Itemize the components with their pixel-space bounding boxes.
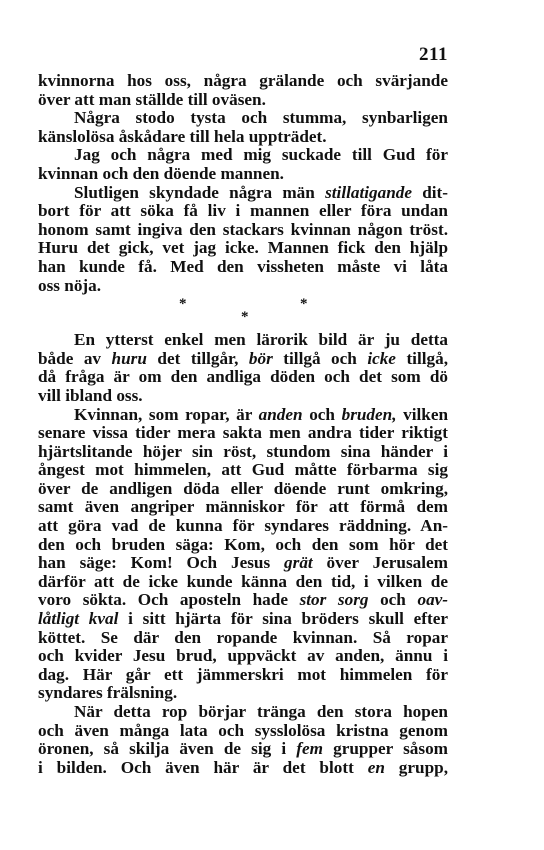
text-line <box>38 202 448 221</box>
italic-text: huru <box>111 348 147 368</box>
text-line <box>38 239 448 258</box>
text-line <box>38 128 448 147</box>
italic-text: stillatigande <box>325 182 412 202</box>
text-line <box>38 443 448 462</box>
text-segment: i bilden. Och även här är det blott <box>38 757 368 777</box>
text-segment: grupper såsom <box>323 739 448 759</box>
text-line <box>38 277 448 296</box>
text-line <box>38 684 448 703</box>
text-segment: han säge: Kom! Och Jesus <box>38 553 285 573</box>
text-segment: känslolösa åskådare till hela uppträdet. <box>38 126 327 146</box>
text-segment: ångest mot himmelen, att Gud måtte förbarma sig <box>38 460 448 480</box>
text-line <box>38 536 448 555</box>
italic-text: bör <box>248 348 273 368</box>
text-segment: och <box>302 404 342 424</box>
text-segment: över Jerusalem <box>312 553 448 573</box>
text-segment: i sitt hjärta för sina bröders skull efter <box>118 609 448 629</box>
text-segment: både av <box>38 348 112 368</box>
text-line <box>38 554 448 573</box>
text-segment: oss nöja. <box>38 275 102 295</box>
text-line <box>38 498 448 517</box>
text-line <box>38 480 448 499</box>
text-line <box>38 610 448 629</box>
text-segment: voro sökta. Och aposteln hade <box>38 590 300 610</box>
text-line <box>38 109 448 128</box>
text-segment: dit- <box>411 182 448 202</box>
text-line <box>38 722 448 741</box>
text-segment: den och bruden säga: Kom, och den som hör det <box>38 534 448 554</box>
text-segment: han kunde få. Med den vissheten måste vi låta <box>38 256 448 276</box>
text-segment: öronen, så skilja även de sig i <box>38 739 297 759</box>
text-line <box>38 258 448 277</box>
italic-text: grät <box>284 553 313 573</box>
separator-asterisk: * <box>179 296 187 313</box>
text-line <box>38 350 448 369</box>
text-line <box>38 461 448 480</box>
text-segment: Huru det gick, vet jag icke. Mannen fick den hjälp <box>38 238 448 258</box>
text-segment: hjärtslitande höjer sin röst, stundom sina händer i <box>38 441 448 461</box>
text-segment: När detta rop börjar tränga den stora hopen <box>74 702 448 721</box>
text-segment: över att man ställde till oväsen. <box>38 89 266 109</box>
text-segment: och kvider Jesu brud, uppväckt av anden, ännu i <box>38 646 448 666</box>
text-segment: En ytterst enkel men lärorik bild är ju detta <box>74 330 448 350</box>
italic-text: låtligt kval <box>38 609 119 629</box>
text-segment: grupp, <box>384 757 448 777</box>
text-line <box>38 387 448 406</box>
text-segment: Slutligen skyndade några män <box>74 182 326 202</box>
body-text <box>38 72 448 777</box>
text-segment: honom samt ingiva den stackars kvinnan någon tröst. <box>38 219 448 239</box>
text-segment: vilken <box>396 404 449 424</box>
italic-text: stor sorg <box>299 590 369 610</box>
text-segment: bort för att söka få liv i mannen eller föra undan <box>38 201 448 221</box>
italic-text: fem <box>296 739 323 759</box>
text-segment: dag. Här går ett jämmerskri mot himmelen för <box>38 664 448 684</box>
text-line <box>38 424 448 443</box>
text-segment: Kvinnan, som ropar, är <box>74 404 259 424</box>
italic-text: icke <box>367 348 396 368</box>
italic-text: bruden, <box>341 404 397 424</box>
text-segment: därför att de icke kunde känna den tid, i vilken de <box>38 571 448 591</box>
text-line <box>38 368 448 387</box>
text-line <box>38 703 448 722</box>
text-segment: kvinnorna hos oss, några grälande och svärjande <box>38 71 448 90</box>
text-segment: det tillgår, <box>146 348 249 368</box>
text-line <box>38 72 448 91</box>
text-line <box>38 517 448 536</box>
text-line <box>38 759 448 778</box>
italic-text: anden <box>258 404 303 424</box>
text-line <box>38 91 448 110</box>
text-segment: kvinnan och den döende mannen. <box>38 163 284 183</box>
italic-text: oav- <box>417 590 449 610</box>
text-line <box>38 573 448 592</box>
text-segment: och även många lata och sysslolösa kristna genom <box>38 720 448 740</box>
separator-asterisk: * <box>300 296 308 313</box>
text-line <box>38 146 448 165</box>
text-segment: Några stodo tysta och stumma, synbarligen <box>74 108 448 128</box>
text-segment: då fråga är om den andliga döden och det som dö <box>38 367 448 387</box>
text-segment: Jag och några med mig suckade till Gud för <box>74 145 448 165</box>
section-separator <box>38 295 448 331</box>
text-line <box>38 184 448 203</box>
italic-text: en <box>367 757 385 777</box>
text-line <box>38 406 448 425</box>
page-number: 211 <box>419 44 448 65</box>
text-line <box>38 331 448 350</box>
text-segment: att göra vad de kunna för syndares räddning. An- <box>38 516 448 536</box>
text-line <box>38 221 448 240</box>
text-segment: köttet. Se där den ropande kvinnan. Så ropar <box>38 627 448 647</box>
separator-asterisk: * <box>241 309 249 326</box>
text-line <box>38 740 448 759</box>
text-line <box>38 647 448 666</box>
text-segment: syndares frälsning. <box>38 683 178 703</box>
text-line <box>38 629 448 648</box>
text-segment: vill ibland oss. <box>38 385 143 405</box>
text-segment: tillgå, <box>395 348 448 368</box>
text-segment: samt även angriper människor för att förmå dem <box>38 497 448 517</box>
text-line <box>38 165 448 184</box>
text-segment: tillgå och <box>272 348 368 368</box>
text-line <box>38 591 448 610</box>
text-segment: senare vissa tider mera sakta men andra tider riktigt <box>38 423 448 443</box>
text-line <box>38 666 448 685</box>
text-segment: över de andligen döda eller döende runt omkring, <box>38 478 448 498</box>
text-segment: och <box>368 590 418 610</box>
